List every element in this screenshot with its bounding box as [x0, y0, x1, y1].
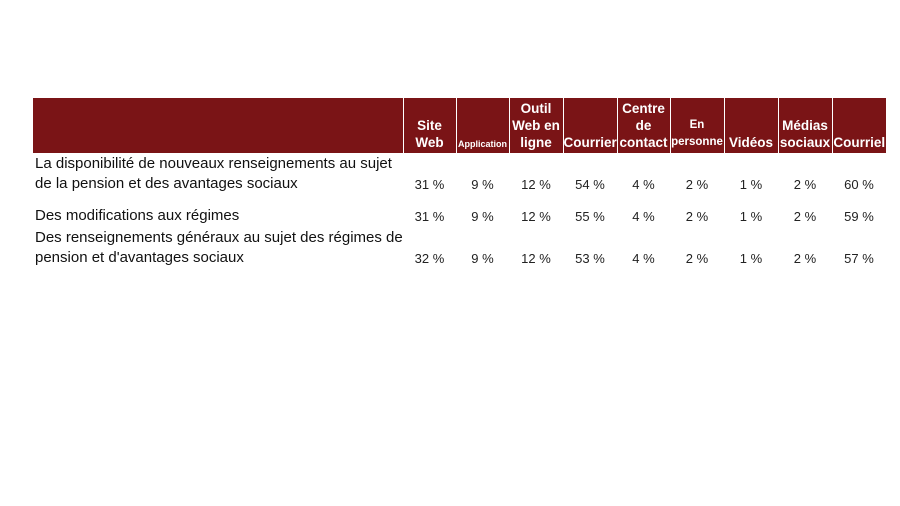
- header-empty: [33, 98, 403, 153]
- header-row: [33, 98, 886, 153]
- cell-value: 1 %: [739, 251, 763, 266]
- cell-value: 9 %: [471, 177, 494, 192]
- cell-value: 2 %: [685, 177, 709, 192]
- header-en-personne: En personne: [670, 98, 724, 153]
- cell-value: 4 %: [632, 251, 655, 266]
- cell-value: 2 %: [685, 209, 709, 224]
- cell-value: 9 %: [471, 251, 494, 266]
- cell-value: 31 %: [414, 209, 445, 224]
- row-label: La disponibilité de nouveaux renseignements au sujet de la pension et des avantages sociaux: [35, 155, 392, 192]
- row-label: Des renseignements généraux au sujet des régimes de pension et d'avantages sociaux: [35, 229, 403, 266]
- table-row: [33, 227, 886, 269]
- cell-value: 60 %: [844, 177, 874, 192]
- cell-value: 55 %: [575, 209, 605, 224]
- cell-value: 12 %: [521, 251, 551, 266]
- header-application: Application: [456, 98, 509, 153]
- header-courrier: Courrier: [563, 98, 617, 153]
- cell-value: 57 %: [844, 251, 874, 266]
- cell-value: 9 %: [471, 209, 494, 224]
- header-videos: Vidéos: [724, 98, 778, 153]
- header-medias-sociaux: Médias sociaux: [778, 98, 832, 153]
- cell-value: 12 %: [521, 177, 551, 192]
- cell-value: 2 %: [685, 251, 709, 266]
- table-row: [33, 195, 886, 227]
- results-table-container: [33, 98, 886, 269]
- header-site-web: Site Web: [403, 98, 456, 153]
- cell-value: 2 %: [793, 177, 817, 192]
- header-outil-web: Outil Web en ligne: [509, 98, 563, 153]
- cell-value: 4 %: [632, 177, 655, 192]
- table-row: [33, 153, 886, 195]
- cell-value: 12 %: [521, 209, 551, 224]
- header-courriel: Courriel: [832, 98, 886, 153]
- header-centre-contact: Centre de contact: [617, 98, 670, 153]
- row-label: Des modifications aux régimes: [35, 207, 240, 224]
- cell-value: 31 %: [414, 177, 445, 192]
- cell-value: 2 %: [793, 251, 817, 266]
- channel-preference-table: [33, 98, 886, 269]
- cell-value: 2 %: [793, 209, 817, 224]
- cell-value: 54 %: [575, 177, 605, 192]
- cell-value: 53 %: [575, 251, 605, 266]
- cell-value: 4 %: [632, 209, 655, 224]
- cell-value: 1 %: [739, 177, 763, 192]
- cell-value: 59 %: [844, 209, 874, 224]
- cell-value: 32 %: [414, 251, 445, 266]
- cell-value: 1 %: [739, 209, 763, 224]
